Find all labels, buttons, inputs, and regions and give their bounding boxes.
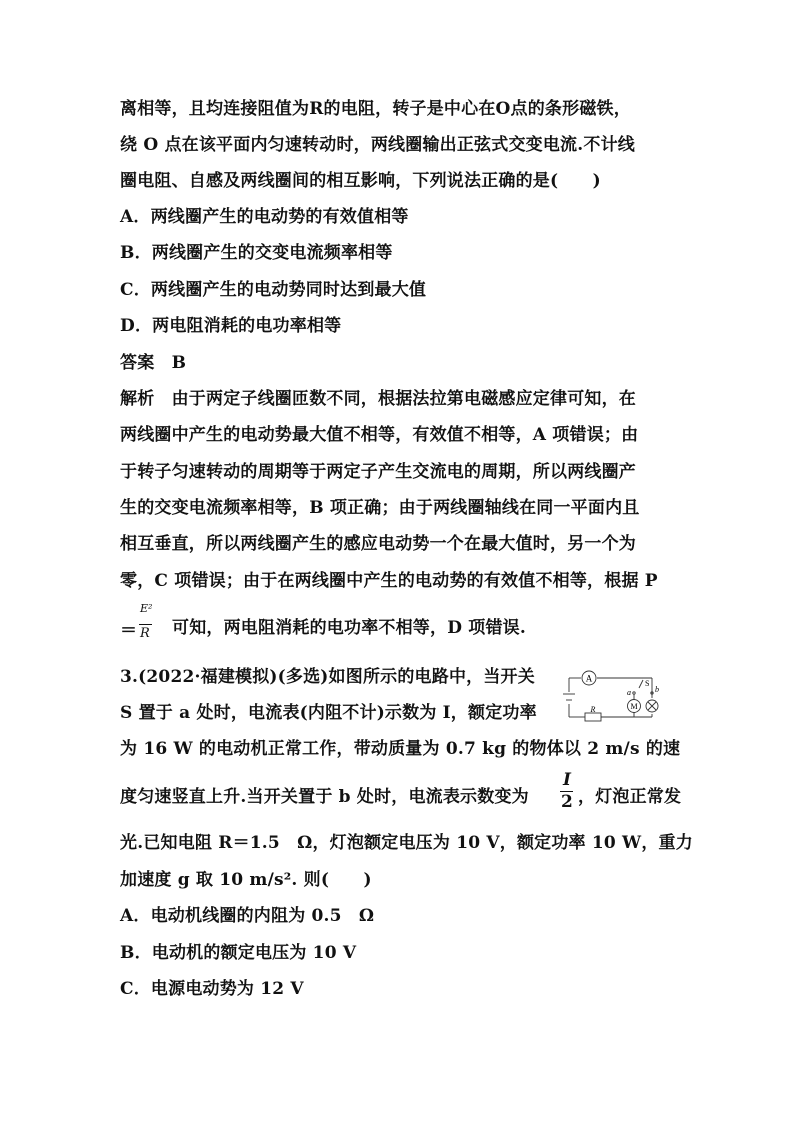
question-line-4b: ，灯泡正常发: [578, 787, 682, 807]
question-option-b: B．电动机的额定电压为 10 V: [120, 943, 357, 963]
ammeter-label: A: [585, 673, 593, 684]
explanation-line-1: 解析 由于两定子线圈匝数不同，根据法拉第电磁感应定律可知，在: [120, 389, 636, 409]
question-line-3: 为 16 W 的电动机正常工作，带动质量为 0.7 kg 的物体以 2 m/s 的速: [120, 739, 681, 759]
text-line-3: 圈电阻、自感及两线圈间的相互影响，下列说法正确的是( ): [120, 171, 601, 191]
fraction-numerator: I: [563, 770, 571, 790]
option-a: A．两线圈产生的电动势的有效值相等: [120, 207, 409, 227]
option-c: C．两线圈产生的电动势同时达到最大值: [120, 280, 427, 300]
explanation-line-3: 于转子匀速转动的周期等于两定子产生交流电的周期，所以两线圈产: [120, 462, 636, 482]
formula-bar: [139, 624, 152, 625]
motor-label: M: [630, 702, 638, 711]
formula-equals: ＝: [120, 621, 137, 641]
switch-pos-b: b: [655, 685, 659, 694]
resistor-label: R: [590, 705, 596, 714]
question-line-2: S 置于 a 处时，电流表(内阻不计)示数为 I，额定功率: [120, 703, 537, 723]
option-b: B．两线圈产生的交变电流频率相等: [120, 243, 393, 263]
answer-line: 答案 B: [120, 353, 187, 373]
question-option-c: C．电源电动势为 12 V: [120, 979, 304, 999]
explanation-line-5: 相互垂直，所以两线圈产生的感应电动势一个在最大值时，另一个为: [120, 534, 636, 554]
text-line-2: 绕 O 点在该平面内匀速转动时，两线圈输出正弦式交变电流.不计线: [120, 135, 635, 155]
option-d: D．两电阻消耗的电功率相等: [120, 316, 342, 336]
text-line-1: 离相等，且均连接阻值为R的电阻，转子是中心在O点的条形磁铁，: [120, 99, 631, 119]
explanation-line-7: 可知，两电阻消耗的电功率不相等，D 项错误.: [172, 618, 526, 638]
circuit-diagram: [557, 664, 667, 726]
explanation-line-2: 两线圈中产生的电动势最大值不相等，有效值不相等，A 项错误；由: [120, 425, 639, 445]
switch-pos-a: a: [627, 688, 631, 697]
question-line-4: 度匀速竖直上升.当开关置于 b 处时，电流表示数变为: [120, 787, 529, 807]
current-fraction: [558, 770, 578, 818]
formula-numerator: E²: [140, 602, 153, 615]
switch-label: S: [645, 679, 650, 688]
explanation-line-4: 生的交变电流频率相等，B 项正确；由于两线圈轴线在同一平面内且: [120, 498, 640, 518]
question-line-5: 光.已知电阻 R＝1.5 Ω，灯泡额定电压为 10 V，额定功率 10 W，重力: [120, 833, 693, 853]
formula-denominator: R: [140, 626, 150, 641]
fraction-denominator: 2: [561, 792, 573, 812]
question-line-1: 3.(2022·福建模拟)(多选)如图所示的电路中，当开关: [120, 667, 535, 687]
question-line-6: 加速度 g 取 10 m/s². 则( ): [120, 870, 372, 890]
power-formula: [120, 600, 180, 650]
question-option-a: A．电动机线圈的内阻为 0.5 Ω: [120, 906, 375, 926]
explanation-line-6: 零，C 项错误；由于在两线圈中产生的电动势的有效值不相等，根据 P: [120, 571, 658, 591]
